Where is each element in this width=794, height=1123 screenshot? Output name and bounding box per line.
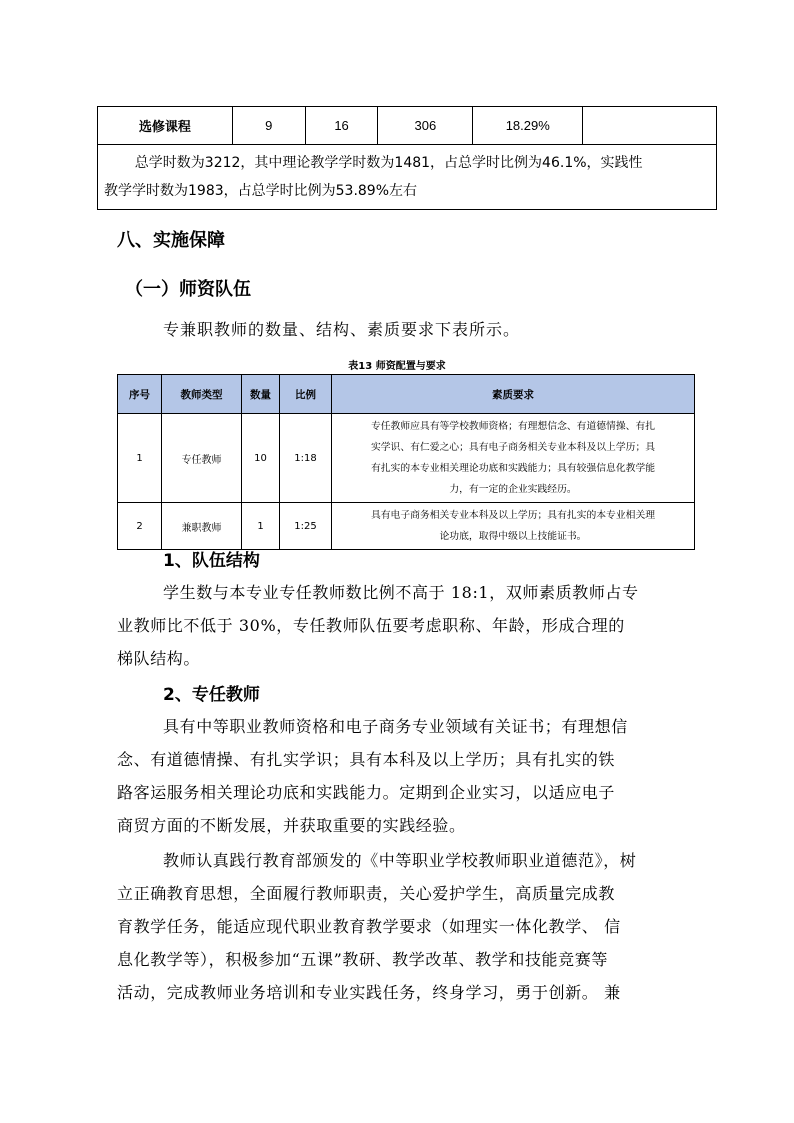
table-cell: 18.29% xyxy=(473,107,583,145)
hours-note xyxy=(98,145,717,210)
requirement-line: 实学识、有仁爱之心；具有电子商务相关专业本科及以上学历；具 xyxy=(370,442,656,453)
body-line: 念、有道德情操、有扎实学识；具有本科及以上学历；具有扎实的铁 xyxy=(117,750,616,769)
column-header: 数量 xyxy=(242,375,280,414)
note-line: 总学时数为3212，其中理论教学学时数为1481，占总学时比例为46.1%，实践性 xyxy=(134,155,643,171)
section-2-title: 2、专任教师 xyxy=(163,685,260,705)
requirement-line: 专任教师应具有等学校教师资格；有理想信念、有道德情操、有扎 xyxy=(370,421,656,432)
column-header: 比例 xyxy=(280,375,332,414)
table-cell: 专任教师 xyxy=(162,414,242,503)
table-cell: 1 xyxy=(242,503,280,550)
subsection-title: （一）师资队伍 xyxy=(125,279,251,300)
body-line: 学生数与本专业专任教师数比例不高于 18:1，双师素质教师占专 xyxy=(163,583,639,602)
table-cell: 1:25 xyxy=(280,503,332,550)
table-row xyxy=(98,145,717,210)
body-line: 具有中等职业教师资格和电子商务专业领域有关证书；有理想信 xyxy=(163,717,628,736)
table-cell: 306 xyxy=(378,107,473,145)
table-cell: 选修课程 xyxy=(98,107,233,145)
column-header: 教师类型 xyxy=(162,375,242,414)
course-summary-table xyxy=(97,106,717,210)
intro-text: 专兼职教师的数量、结构、素质要求下表所示。 xyxy=(163,320,521,339)
body-line: 立正确教育思想，全面履行教师职责，关心爱护学生，高质量完成教 xyxy=(117,884,616,903)
table-caption: 表13 师资配置与要求 xyxy=(348,361,446,372)
note-line: 教学学时数为1983，占总学时比例为53.89%左右 xyxy=(104,183,418,199)
body-line: 业教师比不低于 30%，专任教师队伍要考虑职称、年龄，形成合理的 xyxy=(117,616,625,635)
staff-table xyxy=(117,374,695,550)
column-header: 序号 xyxy=(118,375,162,414)
table-cell xyxy=(583,107,717,145)
section-1-body xyxy=(117,576,695,675)
table-cell: 1 xyxy=(118,414,162,503)
table-row xyxy=(118,503,695,550)
body-line: 商贸方面的不断发展，并获取重要的实践经验。 xyxy=(117,816,466,835)
requirement-line: 力，有一定的企业实践经历。 xyxy=(449,484,577,495)
table-cell: 兼职教师 xyxy=(162,503,242,550)
table-row xyxy=(98,107,717,145)
requirement-cell xyxy=(332,503,695,550)
table-cell: 10 xyxy=(242,414,280,503)
requirement-line: 论功底，取得中级以上技能证书。 xyxy=(439,531,587,542)
body-line: 活动，完成教师业务培训和专业实践任务，终身学习，勇于创新。 兼 xyxy=(117,983,621,1002)
table-cell: 2 xyxy=(118,503,162,550)
requirement-line: 有扎实的本专业相关理论功底和实践能力；具有较强信息化教学能 xyxy=(370,463,656,474)
table-row xyxy=(118,414,695,503)
section-2-body xyxy=(117,710,695,842)
body-line: 教师认真践行教育部颁发的《中等职业学校教师职业道德范》，树 xyxy=(163,851,637,870)
body-line: 梯队结构。 xyxy=(117,649,201,668)
requirement-line: 具有电子商务相关专业本科及以上学历；具有扎实的本专业相关理 xyxy=(370,510,656,521)
table-header-row xyxy=(118,375,695,414)
body-line: 息化教学等），积极参加“五课”教研、教学改革、教学和技能竞赛等 xyxy=(117,950,608,969)
column-header: 素质要求 xyxy=(332,375,695,414)
body-line: 路客运服务相关理论功底和实践能力。定期到企业实习，以适应电子 xyxy=(117,783,616,802)
table-cell: 1:18 xyxy=(280,414,332,503)
section-1-title: 1、队伍结构 xyxy=(163,551,260,571)
section-3-body xyxy=(117,844,695,1009)
table-cell: 16 xyxy=(305,107,378,145)
section-title: 八、实施保障 xyxy=(117,230,225,251)
requirement-cell xyxy=(332,414,695,503)
body-line: 育教学任务，能适应现代职业教育教学要求（如理实一体化教学、 信 xyxy=(117,917,621,936)
table-cell: 9 xyxy=(232,107,305,145)
